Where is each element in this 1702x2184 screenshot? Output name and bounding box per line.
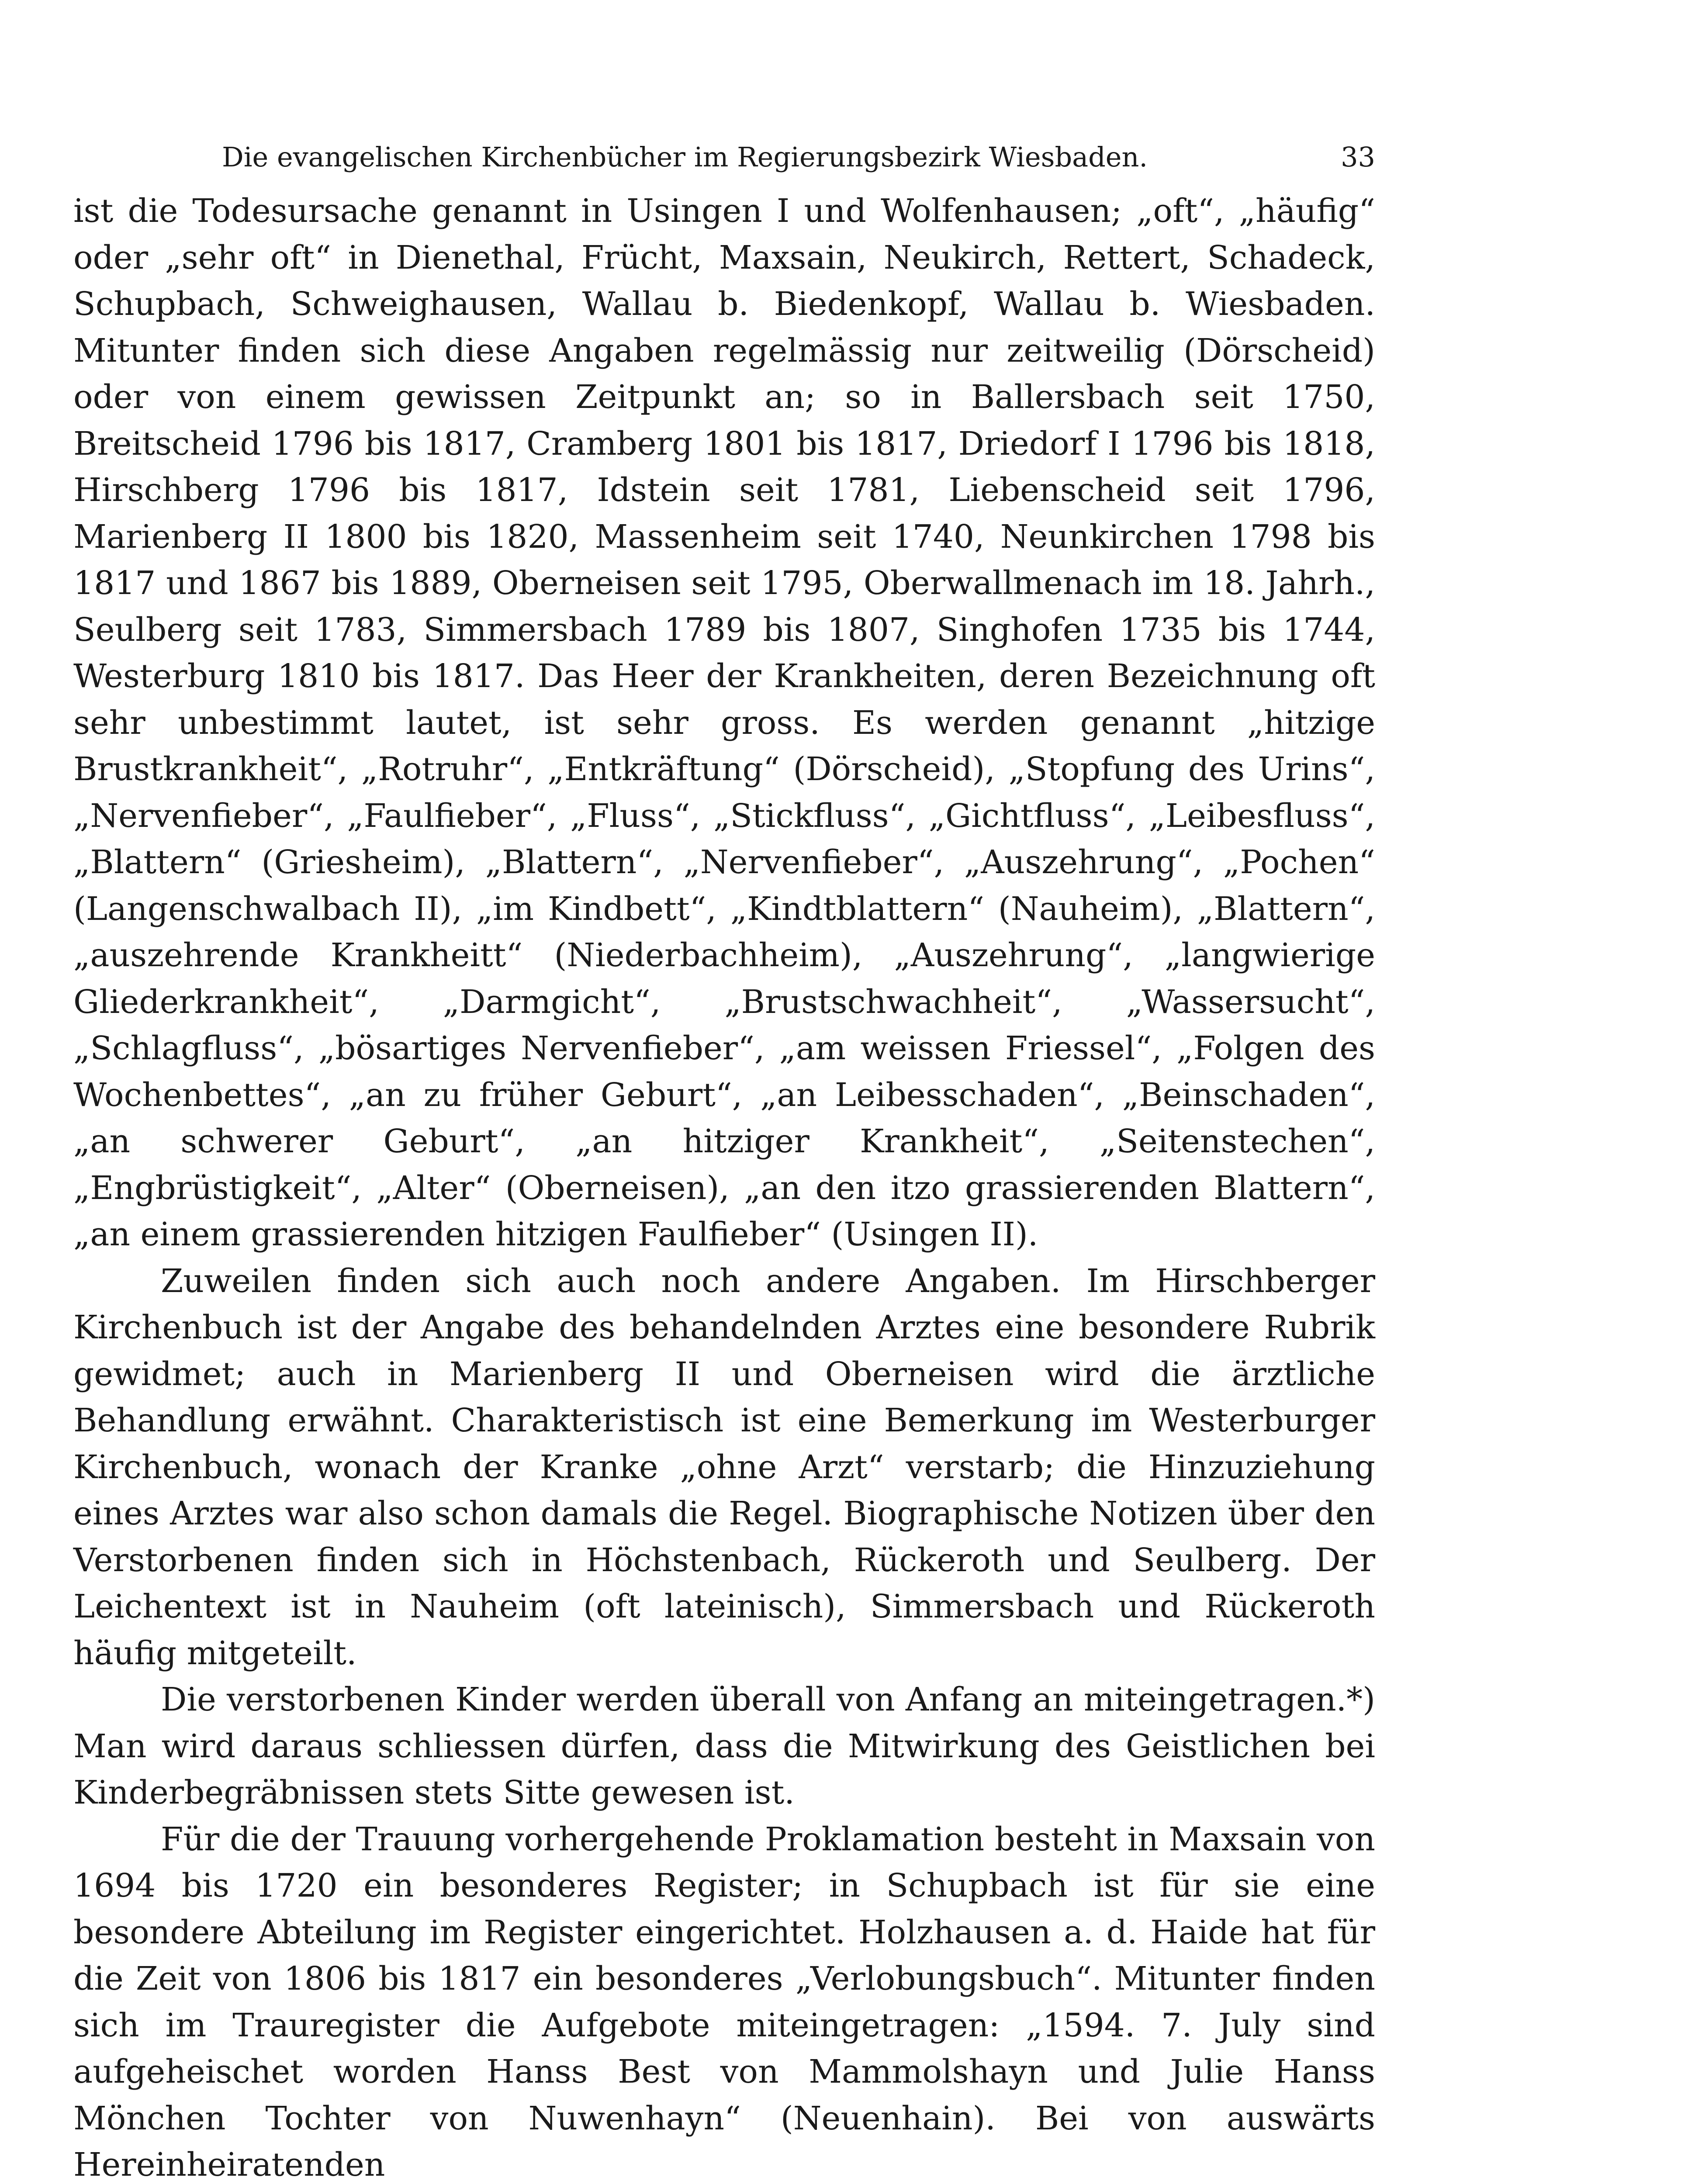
paragraph-2: Zuweilen finden sich auch noch andere Angaben. Im Hirschberger Kirchenbuch ist der Angabe des behandelnden Arztes eine besondere Rubrik gewidmet; auch in Marienberg II und Oberneisen wird die ärztliche Behandlung erwähnt. Charakteristisch ist eine Bemerkung im Westerburger Kirchenbuch, wonach der Kranke „ohne Arzt“ verstarb; die Hinzuziehung eines Arztes war also schon damals die Regel. Biographische Notizen über den Verstorbenen finden sich in Höchstenbach, Rückeroth und Seulberg. Der Leichentext ist in Nauheim (oft lateinisch), Simmersbach und Rückeroth häufig mitgeteilt. bbox=[73, 1262, 1375, 1672]
running-title: Die evangelischen Kirchenbücher im Regierungsbezirk Wiesbaden. bbox=[222, 141, 1148, 173]
paragraph-3: Die verstorbenen Kinder werden überall von Anfang an miteingetragen.*) Man wird daraus schliessen dürfen, dass die Mitwirkung des Geistlichen bei Kinderbegräbnissen stets Sitte gewesen ist. bbox=[73, 1681, 1375, 1811]
page bbox=[73, 131, 1375, 2184]
paragraph-1: ist die Todesursache genannt in Usingen I und Wolfenhausen; „oft“, „häufig“ oder „sehr oft“ in Dienethal, Frücht, Maxsain, Neukirch, Rettert, Schadeck, Schupbach, Schweighausen, Wallau b. Biedenkopf, Wallau b. Wiesbaden. Mitunter finden sich diese Angaben regelmässig nur zeitweilig (Dörscheid) oder von einem gewissen Zeitpunkt an; so in Ballersbach seit 1750, Breitscheid 1796 bis 1817, Cramberg 1801 bis 1817, Driedorf I 1796 bis 1818, Hirschberg 1796 bis 1817, Idstein seit 1781, Liebenscheid seit 1796, Marienberg II 1800 bis 1820, Massenheim seit 1740, Neunkirchen 1798 bis 1817 und 1867 bis 1889, Oberneisen seit 1795, Oberwallmenach im 18. Jahrh., Seulberg seit 1783, Simmersbach 1789 bis 1807, Singhofen 1735 bis 1744, Westerburg 1810 bis 1817. Das Heer der Krankheiten, deren Bezeichnung oft sehr unbestimmt lautet, ist sehr gross. Es werden genannt „hitzige Brustkrankheit“, „Rotruhr“, „Entkräftung“ (Dörscheid), „Stopfung des Urins“, „Nervenfieber“, „Faulfieber“, „Fluss“, „Stickfluss“, „Gichtfluss“, „Leibesfluss“, „Blattern“ (Griesheim), „Blattern“, „Nervenfieber“, „Auszehrung“, „Pochen“ (Langenschwalbach II), „im Kindbett“, „Kindtblattern“ (Nauheim), „Blattern“, „auszehrende Krankheitt“ (Niederbachheim), „Auszehrung“, „langwierige Gliederkrankheit“, „Darmgicht“, „Brustschwachheit“, „Wassersucht“, „Schlagfluss“, „bösartiges Nervenfieber“, „am weissen Friessel“, „Folgen des Wochenbettes“, „an zu früher Geburt“, „an Leibesschaden“, „Beinschaden“, „an schwerer Geburt“, „an hitziger Krankheit“, „Seitenstechen“, „Engbrüstigkeit“, „Alter“ (Oberneisen), „an den itzo grassierenden Blattern“, „an einem grassierenden hitzigen Faulfieber“ (Usingen II). bbox=[73, 192, 1375, 1253]
page-number: 33 bbox=[1341, 141, 1375, 173]
body-text bbox=[73, 188, 1375, 2184]
running-head bbox=[73, 131, 1375, 183]
paragraph-4: Für die der Trauung vorhergehende Proklamation besteht in Maxsain von 1694 bis 1720 ein besonderes Register; in Schupbach ist für sie eine besondere Abteilung im Register eingerichtet. Holzhausen a. d. Haide hat für die Zeit von 1806 bis 1817 ein besonderes „Verlobungsbuch“. Mitunter finden sich im Trauregister die Aufgebote miteingetragen: „1594. 7. July sind aufgeheischet worden Hanss Best von Mammolshayn und Julie Hanss Mönchen Tochter von Nuwenhayn“ (Neuenhain). Bei von auswärts Hereinheiratenden bbox=[73, 1820, 1375, 2184]
